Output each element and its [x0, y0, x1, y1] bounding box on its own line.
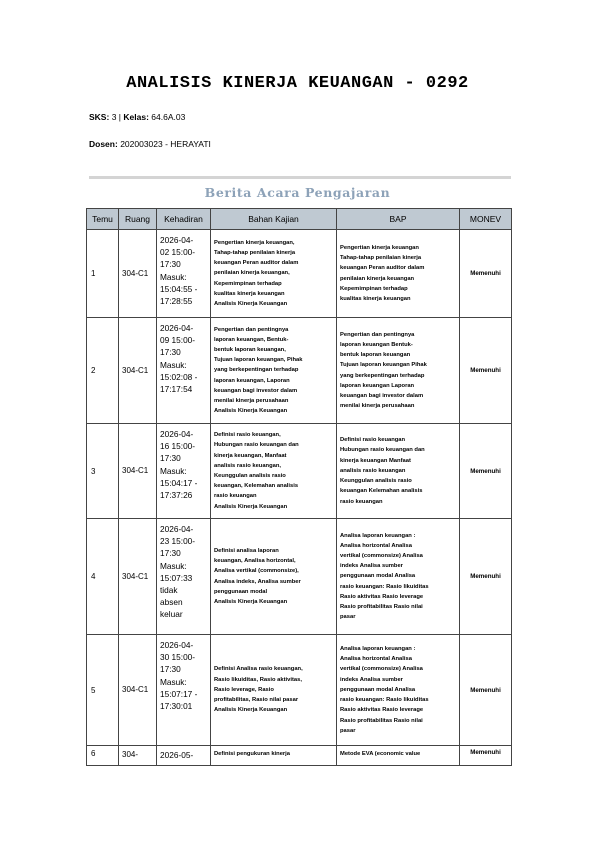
bahan-line: keuangan Peran auditor dalam: [214, 260, 299, 267]
bap-line: keuangan Kelemahan analisis: [340, 488, 423, 495]
cell-bahan-kajian: [211, 519, 337, 635]
kehadiran-line: 2026-04-: [160, 429, 194, 439]
cell-kehadiran: [157, 424, 211, 519]
cell-bap: [337, 424, 460, 519]
kehadiran-line: 17:17:54: [160, 384, 193, 395]
table-row: [87, 519, 512, 635]
kehadiran-line: 17:37:26: [160, 490, 193, 501]
bap-line: Definisi rasio keuangan: [340, 437, 406, 444]
bap-line: Tahap-tahap penilaian kinerja: [340, 255, 422, 262]
bahan-line: keuangan bagi investor dalam: [214, 387, 298, 394]
bahan-line: profitabilitas, Rasio nilai pasar: [214, 697, 299, 704]
cell-monev: Memenuhi: [460, 519, 512, 635]
cell-kehadiran: [157, 519, 211, 635]
kehadiran-line: 15:04:55 -: [160, 283, 198, 294]
kehadiran-line: Masuk:: [160, 271, 187, 282]
bap-line: Rasio profitabilitas Rasio nilai: [340, 717, 423, 724]
bap-line: keuangan Peran auditor dalam: [340, 265, 425, 272]
bahan-line: Pengertian kinerja keuangan,: [214, 239, 295, 246]
bahan-line: Analisa vertikal (commonsize),: [214, 568, 299, 575]
bap-line: penilaian kinerja keuangan: [340, 275, 415, 282]
bahan-line: Analisis Kinerja Keuangan: [214, 598, 288, 605]
kehadiran-line: tidak: [160, 585, 178, 596]
bap-line: Analisa horizontal Analisa: [340, 542, 412, 549]
cell-kehadiran: [157, 746, 211, 766]
bahan-line: Rasio leverage, Rasio: [214, 686, 274, 693]
cell-bahan-kajian: [211, 318, 337, 424]
bap-line: analisis rasio keuangan: [340, 467, 406, 474]
teaching-report-table: [86, 208, 512, 766]
table-row: [87, 746, 512, 766]
header-ruang: Ruang: [119, 209, 157, 230]
kehadiran-line: absen: [160, 597, 183, 608]
cell-temu: 4: [87, 519, 119, 635]
bahan-line: Tahap-tahap penilaian kinerja: [214, 249, 296, 256]
bap-line: indeks Analisa sumber: [340, 676, 403, 683]
cell-kehadiran: [157, 230, 211, 318]
cell-bahan-kajian: [211, 635, 337, 746]
header-bahan-kajian: Bahan Kajian: [211, 209, 337, 230]
kelas-label: Kelas:: [123, 112, 149, 122]
cell-bap: [337, 230, 460, 318]
kehadiran-line: 17:28:55: [160, 296, 193, 307]
bap-line: Rasio profitabilitas Rasio nilai: [340, 604, 423, 610]
bahan-line: Analisis Kinerja Keuangan: [214, 301, 288, 307]
kehadiran-line: 17:30: [160, 259, 181, 270]
table-row: [87, 635, 512, 746]
bap-line: Keunggulan analisis rasio: [340, 478, 412, 485]
kehadiran-line: 2026-04-: [160, 235, 194, 245]
bap-line: penggunaan modal Analisa: [340, 573, 416, 580]
bahan-line: Analisis Kinerja Keuangan: [214, 408, 288, 415]
header-bap: BAP: [337, 209, 460, 230]
table-header-row: [87, 209, 512, 230]
bahan-line: Pengertian dan pentingnya: [214, 326, 289, 333]
cell-monev: Memenuhi: [460, 424, 512, 519]
kehadiran-line: 15:07:17 -: [160, 688, 198, 699]
bap-line: Analisa laporan keuangan :: [340, 532, 416, 539]
section-divider: [89, 176, 511, 179]
kehadiran-line: 23 15:00-: [160, 536, 196, 547]
bap-line: keuangan bagi investor dalam: [340, 392, 424, 399]
kehadiran-line: Masuk:: [160, 560, 187, 571]
bahan-line: Definisi pengukuran kinerja: [214, 751, 291, 757]
bap-line: rasio keuangan: Rasio likuiditas: [340, 583, 429, 590]
sks-value: 3: [111, 112, 117, 122]
bahan-line: laporan keuangan, Bentuk-: [214, 336, 289, 343]
bahan-line: analisis rasio keuangan,: [214, 462, 282, 469]
cell-temu: 3: [87, 424, 119, 519]
cell-ruang: 304-: [119, 746, 157, 766]
bahan-line: Analisa indeks, Analisa sumber: [214, 578, 301, 585]
cell-bap: [337, 318, 460, 424]
kehadiran-line: 15:07:33: [160, 572, 193, 583]
kelas-value: 64.6A.03: [151, 112, 186, 122]
cell-bahan-kajian: [211, 424, 337, 519]
header-monev: MONEV: [460, 209, 512, 230]
table-row: [87, 318, 512, 424]
bap-line: kualitas kinerja keuangan: [340, 295, 411, 302]
bap-line: Hubungan rasio keuangan dan: [340, 447, 425, 454]
kehadiran-line: 15:04:17 -: [160, 477, 198, 488]
course-title: ANALISIS KINERJA KEUANGAN - 0292: [126, 74, 469, 93]
cell-ruang: 304-C1: [119, 230, 157, 318]
bap-line: Kepemimpinan terhadap: [340, 285, 408, 292]
header-kehadiran: Kehadiran: [157, 209, 211, 230]
bap-line: Analisa horizontal Analisa: [340, 656, 412, 663]
bahan-line: bentuk laporan keuangan,: [214, 346, 286, 353]
bap-line: laporan keuangan Laporan: [340, 382, 415, 389]
kehadiran-line: Masuk:: [160, 359, 187, 370]
bap-line: Analisa laporan keuangan :: [340, 646, 416, 653]
kehadiran-line: 17:30: [160, 548, 181, 559]
kehadiran-line: Masuk:: [160, 676, 187, 687]
cell-bahan-kajian: [211, 230, 337, 318]
bahan-line: keuangan, Kelemahan analisis: [214, 483, 299, 490]
cell-ruang: 304-C1: [119, 519, 157, 635]
kehadiran-line: 17:30: [160, 664, 181, 675]
bap-line: bentuk laporan keuangan: [340, 352, 411, 359]
section-title: Berita Acara Pengajaran: [204, 185, 391, 200]
bahan-line: Definisi rasio keuangan,: [214, 432, 281, 439]
bahan-line: laporan keuangan, Laporan: [214, 377, 290, 384]
bap-line: Metode EVA (economic value: [340, 751, 421, 757]
bahan-line: kinerja keuangan, Manfaat: [214, 452, 287, 459]
bahan-line: yang berkepentingan terhadap: [214, 367, 299, 374]
kehadiran-line: 2026-04-: [160, 524, 194, 534]
bahan-line: kualitas kinerja keuangan: [214, 290, 285, 297]
cell-temu: 5: [87, 635, 119, 746]
cell-temu: 2: [87, 318, 119, 424]
bap-line: indeks Analisa sumber: [340, 563, 403, 570]
kehadiran-line: keluar: [160, 609, 183, 620]
kehadiran-line: 2026-05-: [160, 750, 194, 760]
table-row: [87, 424, 512, 519]
bahan-line: Analisis Kinerja Keuangan: [214, 707, 288, 714]
bap-line: Tujuan laporan keuangan Pihak: [340, 362, 427, 369]
bahan-line: menilai kinerja perusahaan: [214, 398, 289, 404]
bap-line: Rasio aktivitas Rasio leverage: [340, 707, 424, 714]
bap-line: penggunaan modal Analisa: [340, 686, 416, 693]
kehadiran-line: 17:30: [160, 347, 181, 358]
bap-line: menilai kinerja perusahaan: [340, 403, 415, 410]
cell-bap: [337, 635, 460, 746]
kehadiran-line: 09 15:00-: [160, 335, 196, 346]
cell-monev: Memenuhi: [460, 635, 512, 746]
kehadiran-line: 16 15:00-: [160, 441, 196, 452]
cell-kehadiran: [157, 635, 211, 746]
header-temu: Temu: [87, 209, 119, 230]
bahan-line: Rasio likuiditas, Rasio aktivitas,: [214, 676, 302, 683]
kehadiran-line: 30 15:00-: [160, 652, 196, 663]
kehadiran-line: 17:30:01: [160, 701, 193, 712]
cell-monev: Memenuhi: [460, 318, 512, 424]
kehadiran-line: 2026-04-: [160, 640, 194, 650]
bap-line: pasar: [340, 614, 356, 621]
kehadiran-line: 2026-04-: [160, 323, 194, 333]
cell-kehadiran: [157, 318, 211, 424]
bahan-line: rasio keuangan: [214, 493, 257, 500]
bahan-line: Definisi Analisa rasio keuangan,: [214, 666, 303, 673]
sks-label: SKS:: [89, 112, 110, 122]
cell-ruang: 304-C1: [119, 318, 157, 424]
bap-line: Pengertian dan pentingnya: [340, 331, 415, 338]
bahan-line: penggunaan modal: [214, 588, 268, 595]
bap-line: Pengertian kinerja keuangan: [340, 244, 419, 251]
bahan-line: Analisis Kinerja Keuangan: [214, 503, 288, 510]
cell-bap: [337, 746, 460, 766]
bahan-line: Hubungan rasio keuangan dan: [214, 442, 299, 449]
bahan-line: penilaian kinerja keuangan,: [214, 270, 290, 277]
dosen-label: Dosen:: [89, 139, 118, 149]
cell-ruang: 304-C1: [119, 424, 157, 519]
cell-temu: 1: [87, 230, 119, 318]
cell-bap: [337, 519, 460, 635]
cell-monev: Memenuhi: [460, 746, 512, 766]
bap-line: yang berkepentingan terhadap: [340, 372, 425, 379]
bahan-line: Tujuan laporan keuangan, Pihak: [214, 357, 303, 364]
kehadiran-line: 02 15:00-: [160, 247, 196, 258]
lecturer-info: [89, 139, 211, 149]
cell-ruang: 304-C1: [119, 635, 157, 746]
cell-bahan-kajian: [211, 746, 337, 766]
bahan-line: Keunggulan analisis rasio: [214, 473, 286, 479]
bap-line: laporan keuangan Bentuk-: [340, 341, 413, 348]
bap-line: rasio keuangan: [340, 498, 383, 505]
kehadiran-line: 15:02:08 -: [160, 371, 198, 382]
course-meta: SKS: 3 | Kelas: 64.6A.03: [89, 112, 186, 122]
table-row: [87, 230, 512, 318]
bap-line: vertikal (commonsize) Analisa: [340, 552, 423, 559]
bahan-line: Definisi analisa laporan: [214, 547, 279, 554]
bap-line: rasio keuangan: Rasio likuiditas: [340, 697, 429, 704]
kehadiran-line: 17:30: [160, 453, 181, 464]
cell-monev: Memenuhi: [460, 230, 512, 318]
bahan-line: Kepemimpinan terhadap: [214, 280, 282, 287]
bap-line: pasar: [340, 727, 356, 734]
bap-line: kinerja keuangan Manfaat: [340, 457, 411, 464]
dosen-value: 202003023 - HERAYATI: [120, 139, 211, 149]
cell-temu: 6: [87, 746, 119, 766]
bahan-line: keuangan, Analisa horizontal,: [214, 558, 296, 565]
bap-line: Rasio aktivitas Rasio leverage: [340, 593, 424, 600]
bap-line: vertikal (commonsize) Analisa: [340, 666, 423, 673]
kehadiran-line: Masuk:: [160, 465, 187, 476]
